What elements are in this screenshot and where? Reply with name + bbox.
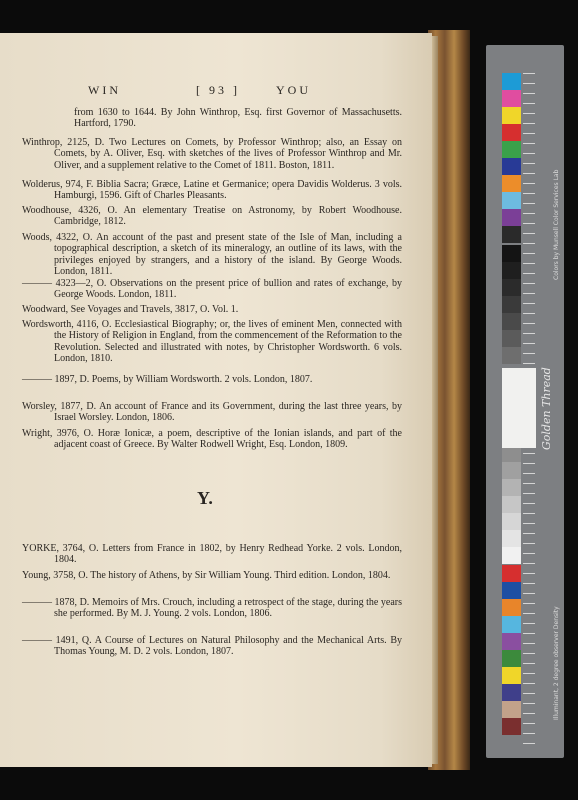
color-swatch (502, 175, 521, 192)
gray-swatch (502, 245, 521, 262)
color-swatch (502, 209, 521, 226)
entry-winthrop: Winthrop, 2125, D. Two Lectures on Comets, by Professor Winthrop; also, an Essay on Comets, by A. Oliver, Esq. with sketches of the lives of Professor Winthrop and Mr. Oliver, and a supplement relative to the Comet of 1811. Boston, 1811. (22, 137, 402, 171)
color-swatch (502, 633, 521, 650)
ruler-label: Golden Thread (540, 367, 553, 450)
header-left-word: WIN (88, 83, 121, 97)
gray-swatch (502, 462, 521, 479)
color-swatch (502, 158, 521, 175)
color-swatch (502, 192, 521, 209)
book-page (0, 33, 432, 767)
color-swatch (502, 684, 521, 701)
gray-swatch (502, 530, 521, 547)
card-bottom-label: Illuminant, 2 degree observer Density (553, 606, 560, 720)
gray-swatch (502, 330, 521, 347)
color-swatch (502, 718, 521, 735)
card-side-label: Colors by Munsell Color Services Lab (553, 169, 560, 280)
gray-swatch (502, 479, 521, 496)
entry-wordsworth: Wordsworth, 4116, O. Ecclesiastical Biography; or, the lives of eminent Men, connected with the History of Religion in England, from the commencement of the Reformation to the Revolution. Selected and illustrated with notes, by Christopher Wordsworth. 6 vols. London, 1810. (22, 319, 402, 365)
color-swatch (502, 124, 521, 141)
color-swatch (502, 599, 521, 616)
color-swatch (502, 107, 521, 124)
entry-wolderus: Wolderus, 974, F. Biblia Sacra; Græce, Latine et Germanice; opera Davidis Wolderus. 3 vols. Hamburgi, 1596. Gift of Charles Pleasants. (22, 179, 402, 202)
gray-scale-lower-column (502, 445, 521, 564)
color-swatch (502, 616, 521, 633)
entry-young-3: ——— 1491, Q. A Course of Lectures on Natural Philosophy and the Mechanical Arts. By Thomas Young, M. D. 2 vols. London, 1807. (22, 635, 402, 658)
color-swatch-column (502, 73, 521, 243)
entry-continuation: from 1630 to 1644. By John Winthrop, Esq. first Governor of Massachusetts. Hartford, 1790. (74, 107, 402, 130)
gray-swatch (502, 296, 521, 313)
color-swatch (502, 226, 521, 243)
gray-swatch (502, 347, 521, 364)
entry-woodhouse: Woodhouse, 4326, O. An elementary Treatise on Astronomy, by Robert Woodhouse. Cambridge, 1812. (22, 205, 402, 228)
color-swatch (502, 141, 521, 158)
gray-swatch (502, 547, 521, 564)
gray-swatch (502, 496, 521, 513)
gray-swatch (502, 279, 521, 296)
color-swatch (502, 73, 521, 90)
section-letter: Y. (197, 488, 213, 508)
running-header (0, 83, 432, 101)
entry-woods: Woods, 4322, O. An account of the past and present state of the Isle of Man, including a topographical description, a sketch of its mineralogy, an outline of its laws, with the privileges enjoyed by strangers, and a history of the island. By George Woods. London, 1811. (22, 232, 402, 278)
color-swatch (502, 650, 521, 667)
page-edge (432, 36, 438, 764)
color-swatch (502, 701, 521, 718)
gray-swatch (502, 313, 521, 330)
entry-wright: Wright, 3976, O. Horæ Ionicæ, a poem, descriptive of the Ionian islands, and part of the adjacent coast of Greece. By Walter Rodwell Wright, Esq. London, 1809. (22, 428, 402, 451)
gray-swatch (502, 513, 521, 530)
entry-worsley: Worsley, 1877, D. An account of France and its Government, during the last three years, by Israel Worsley. London, 1806. (22, 401, 402, 424)
ruler-target (502, 368, 536, 448)
entry-yorke: YORKE, 3764, O. Letters from France in 1802, by Henry Redhead Yorke. 2 vols. London, 1804. (22, 543, 402, 566)
color-swatch (502, 667, 521, 684)
entry-woods-2: ——— 4323—2, O. Observations on the present price of bullion and rates of exchange, by George Woods. London, 1811. (22, 278, 402, 301)
page-number: [ 93 ] (196, 83, 240, 97)
gray-scale-column (502, 245, 521, 364)
entry-woodward: Woodward, See Voyages and Travels, 3817, O. Vol. 1. (22, 304, 239, 315)
color-swatch (502, 582, 521, 599)
color-swatch (502, 565, 521, 582)
entry-young-2: ——— 1878, D. Memoirs of Mrs. Crouch, including a retrospect of the stage, during the years she performed. By M. J. Young. 2 vols. London, 1806. (22, 597, 402, 620)
header-right-word: YOU (276, 83, 311, 97)
gray-swatch (502, 262, 521, 279)
color-swatch (502, 90, 521, 107)
color-swatch-lower-column (502, 565, 521, 735)
entry-young: Young, 3758, O. The history of Athens, by Sir William Young. Third edition. London, 1804. (22, 570, 391, 581)
entry-wordsworth-2: ——— 1897, D. Poems, by William Wordsworth. 2 vols. London, 1807. (22, 374, 313, 385)
